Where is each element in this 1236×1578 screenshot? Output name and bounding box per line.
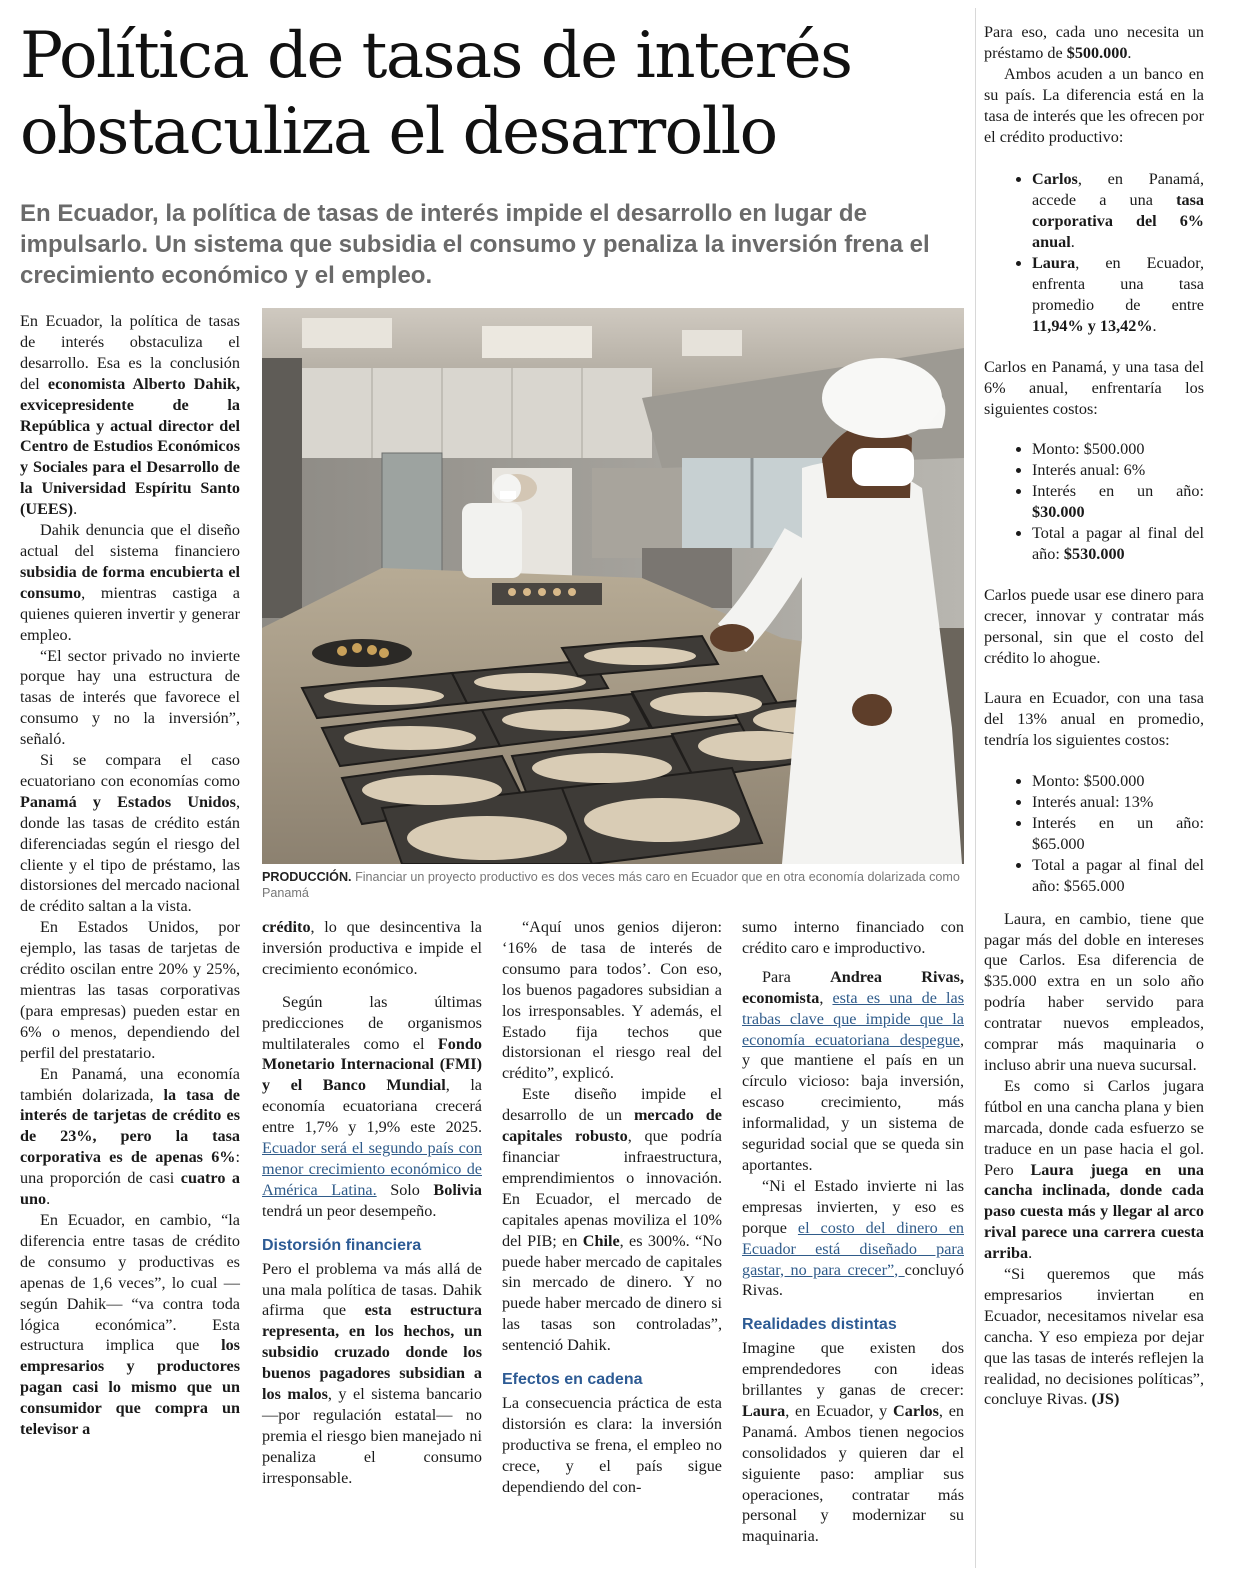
column-5 [984,22,1204,1410]
paragraph: Dahik denuncia que el diseño actual del sistema financiero subsidia de forma encubierta el consumo, mientras castiga a quienes quieren invertir y generar empleo. [20,521,240,644]
paragraph: Carlos puede usar ese dinero para crecer, innovar y contratar más personal, sin que el costo del crédito lo ahogue. [984,585,1204,667]
paragraph: Laura en Ecuador, con una tasa del 13% anual en promedio, tendría los siguientes costos: [984,689,1204,750]
bakery-photo [262,308,964,864]
paragraph: Laura, en cambio, tiene que pagar más del doble en intereses que Carlos. Esa diferencia de $35.000 extra en un solo año podría haber servido para contratar nuevos empleados, comprar más maquinaria o incluso abrir una nueva sucursal. [984,909,1204,1074]
headline: Política de tasas de interés obstaculiza el desarrollo [20,19,852,169]
paragraph: “Si queremos que más empresarios inviertan en Ecuador, necesitamos nivelar esa cancha. Y eso empieza por dejar que las tasas de interés reflejen la realidad, no decisiones políticas”, concluye Rivas. (JS) [984,1265,1204,1409]
rate-list [984,169,1204,336]
article-link[interactable]: esta es una de las trabas clave que impide que la economía ecuatoriana despegue [742,988,964,1049]
list-item: • Interés anual: 13% [1032,792,1204,813]
paragraph: Es como si Carlos jugara fútbol en una cancha plana y bien marcada, donde cada esfuerzo se traduce en un pase hacia el gol. Pero Laura juega en una cancha inclinada, donde cada paso cuesta más y llegar al arco rival parece una carrera cuesta arriba. [984,1076,1204,1263]
paragraph: Ambos acuden a un banco en su país. La diferencia está en la tasa de interés que les ofrecen por el crédito productivo: [984,64,1204,146]
paragraph: sumo interno financiado con crédito caro e improductivo. [742,918,964,957]
paragraph: “El sector privado no invierte porque hay una estructura de tasas de interés que favorece el consumo y no la inversión”, señaló. [20,646,240,749]
paragraph: En Ecuador, en cambio, “la diferencia entre tasas de crédito de consumo y productivas es apenas de 1,6 veces”, lo cual —según Dahik— “va contra toda lógica económica”. Esta estructura implica que los empresarios y productores pagan casi lo mismo que un consumidor que compra un televisor a [20,1210,240,1439]
paragraph: Este diseño impide el desarrollo de un mercado de capitales robusto, que podría financiar infraestructura, emprendimientos o innovación. En Ecuador, el mercado de capitales apenas moviliza el 10% del PIB; en Chile, es 300%. “No puede haber mercado de capitales sin mercado de dinero. Y no puede haber mercado de dinero si las tasas son controladas”, sentenció Dahik. [502,1085,722,1355]
subhead-efectos: Efectos en cadena [502,1371,643,1389]
paragraph: Si se compara el caso ecuatoriano con economías como Panamá y Estados Unidos, donde las tasas de crédito están diferenciadas según el riesgo del cliente y el tipo de préstamo, las distorsiones del mercado nacional de crédito saltan a la vista. [20,751,240,916]
list-item: • Laura, en Ecuador, enfrenta una tasa promedio de entre 11,94% y 13,42%. [1032,253,1204,337]
paragraph: En Ecuador, la política de tasas de interés obstaculiza el desarrollo. Esa es la conclusión del economista Alberto Dahik, exvicepresidente de la República y actual director del Centro de Estudios Económicos y Sociales para el Desarrollo de la Universidad Espíritu Santo (UEES). [20,312,241,519]
caption-text: Financiar un proyecto productivo es dos veces más caro en Ecuador que en otra economía dolarizada como Panamá [262,870,960,900]
paragraph: En Panamá, una economía también dolarizada, la tasa de interés de tarjetas de crédito es de 23%, pero la tasa corporativa es de apenas 6%: una proporción de casi cuatro a uno. [20,1064,240,1209]
column-1 [20,311,240,1440]
caption-label: PRODUCCIÓN. [262,870,352,884]
paragraph: Carlos en Panamá, y una tasa del 6% anual, enfrentaría los siguientes costos: [984,357,1204,418]
paragraph: Para eso, cada uno necesita un préstamo de $500.000. [984,23,1204,62]
list-item: • Monto: $500.000 [1032,771,1204,792]
list-item: • Total a pagar al final del año: $565.000 [1032,855,1204,897]
paragraph: “Aquí unos genios dijeron: ‘16% de tasa de interés de consumo para todos’. Con eso, los buenos pagadores subsidian a los irresponsables. Y además, el Estado fija techos que distorsionan el riesgo real del crédito”, explicó. [502,918,722,1083]
paragraph: Según las últimas predicciones de organismos multilaterales como el Fondo Monetario Internacional (FMI) y el Banco Mundial, la economía ecuatoriana crecerá entre 1,7% y 1,9% este 2025. Ecuador será el segundo país con menor crecimiento económico de América Latina. Solo Bolivia tendrá un peor desempeño. [262,992,482,1220]
paragraph: La consecuencia práctica de esta distorsión es clara: la inversión productiva se frena, el empleo no crece, y el país sigue dependiendo del con- [502,1393,722,1496]
article-link[interactable]: el costo del dinero en Ecuador está diseñado para gastar, no para crecer”, [742,1218,965,1279]
deck: En Ecuador, la política de tasas de interés impide el desarrollo en lugar de impulsarlo. Un sistema que subsidia el consumo y penaliza la inversión frena el crecimiento económico y el empleo. [20,200,930,289]
column-3 [502,917,722,1497]
paragraph: crédito, lo que desincentiva la inversión productiva e impide el crecimiento económico. [262,918,482,978]
list-item: • Carlos, en Panamá, accede a una tasa corporativa del 6% anual. [1032,169,1204,253]
list-item: • Monto: $500.000 [1032,439,1204,460]
list-item: • Interés anual: 6% [1032,460,1204,481]
subhead-realidades: Realidades distintas [742,1316,897,1334]
paragraph: Para Andrea Rivas, economista, esta es una de las trabas clave que impide que la economía ecuatoriana despegue, y que mantiene el país en un círculo vicioso: baja inversión, escaso crecimiento, más informalidad, y un sistema de seguridad social que se queda sin aportantes. [742,967,965,1174]
bakery-kitchen-image [262,308,964,864]
list-item: • Interés en un año: $30.000 [1032,481,1204,523]
list-item: • Interés en un año: $65.000 [1032,813,1204,855]
paragraph: Imagine que existen dos emprendedores con ideas brillantes y ganas de crecer: Laura, en Ecuador, y Carlos, en Panamá. Ambos tienen negocios consolidados y quieren dar el siguiente paso: ampliar sus operaciones, contratar más personal y modernizar su maquinaria. [742,1339,965,1546]
column-divider [975,8,976,1568]
paragraph: Pero el problema va más allá de una mala política de tasas. Dahik afirma que esta estructura representa, en los hechos, un subsidio cruzado donde los buenos pagadores subsidian a los malos, y el sistema bancario —por regulación estatal— no premia el riesgo bien manejado ni penaliza el consumo irresponsable. [262,1259,482,1487]
paragraph: En Estados Unidos, por ejemplo, las tasas de tarjetas de crédito oscilan entre 20% y 25%, mientras las tasas corporativas (para empresas) pueden estar en 6% o menos, dependiendo del perfil del prestatario. [20,918,240,1062]
article-link[interactable]: Ecuador será el segundo país con menor crecimiento económico de América Latina. [262,1139,482,1199]
list-item: • Total a pagar al final del año: $530.000 [1032,523,1204,565]
carlos-cost-list [984,439,1204,564]
column-2 [262,917,482,1489]
column-4 [742,917,964,1547]
photo-caption [262,869,962,901]
paragraph: “Ni el Estado invierte ni las empresas invierten, y eso es porque el costo del dinero en Ecuador está diseñado para gastar, no para crecer”, concluyó Rivas. [742,1176,965,1300]
laura-cost-list [984,771,1204,896]
subhead-distorsion: Distorsión financiera [262,1236,422,1254]
